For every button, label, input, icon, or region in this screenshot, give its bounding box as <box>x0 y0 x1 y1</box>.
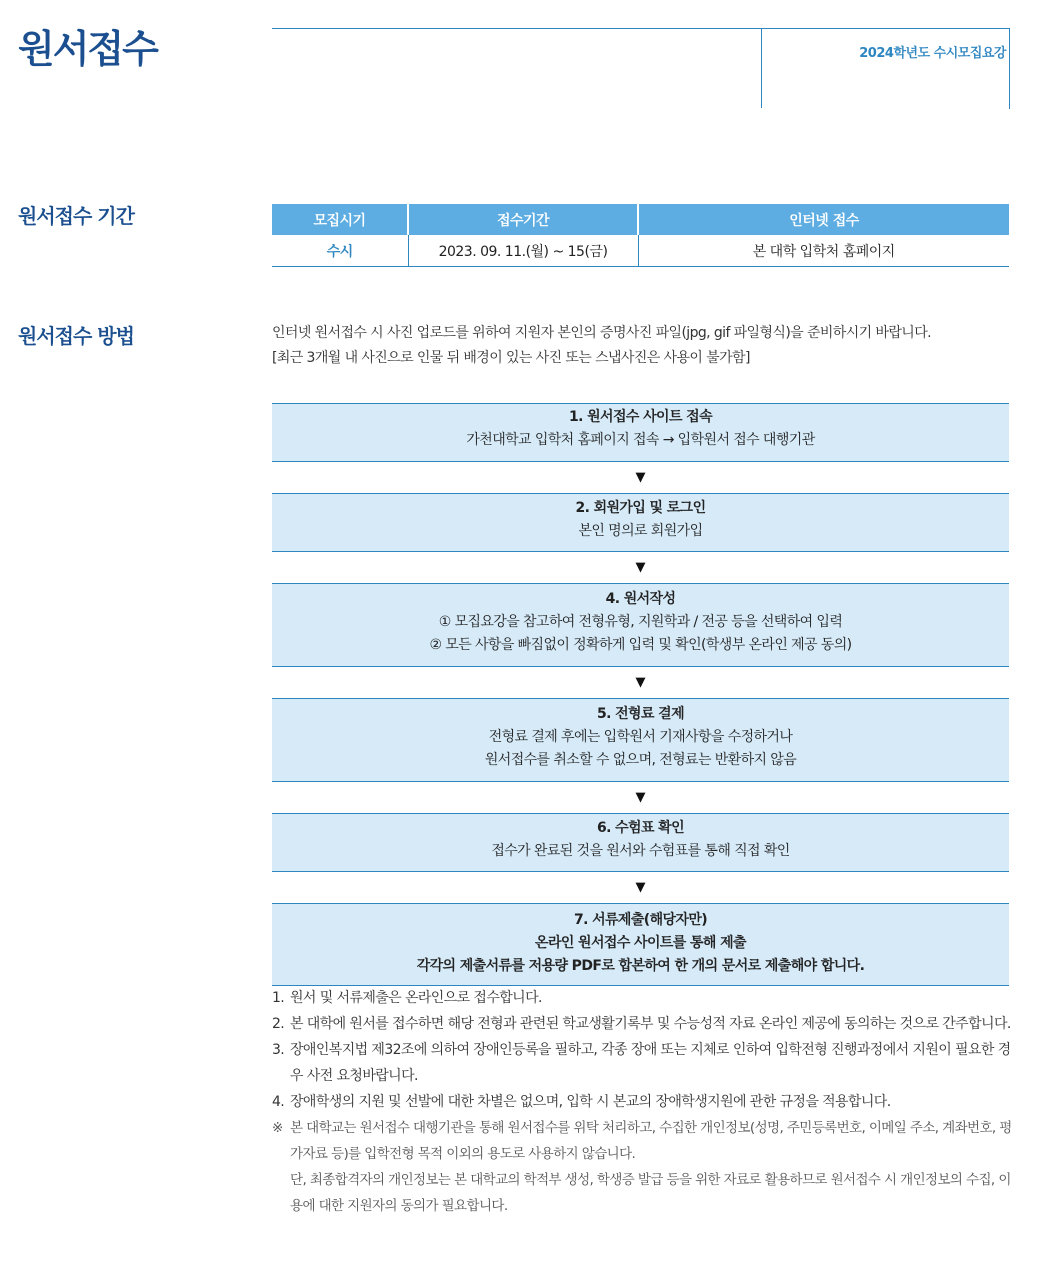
process-step <box>272 698 1009 782</box>
step-line: 온라인 원서접수 사이트를 통해 제출 <box>535 935 746 951</box>
note-text: 장애인복지법 제32조에 의하여 장애인등록을 필하고, 각종 장애 또는 지체로 인하여 입학전형 진행과정에서 지원이 필요한 경우 사전 요청바랍니다. <box>290 1042 1011 1084</box>
note-number: 2. <box>272 1016 285 1032</box>
remark-text: 본 대학교는 원서접수 대행기관을 통해 원서접수를 위탁 처리하고, 수집한 개인정보(성명, 주민등록번호, 이메일 주소, 계좌번호, 평가자료 등)를 입학전형 목적 이외의 용도로 사용하지 않습니다. <box>290 1120 1012 1162</box>
cell-internet-application: 본 대학 입학처 홈페이지 <box>638 235 1009 267</box>
step-title: 4. 원서작성 <box>605 591 676 607</box>
process-step <box>272 903 1009 986</box>
period-table <box>272 204 1009 267</box>
down-arrow-icon: ▼ <box>635 675 646 690</box>
list-item <box>272 1037 1012 1089</box>
col-application-period: 접수기간 <box>408 204 638 235</box>
notes-list <box>272 985 1012 1219</box>
cell-recruit-period: 수시 <box>272 235 408 267</box>
down-arrow-icon: ▼ <box>635 790 646 805</box>
col-recruit-period: 모집시기 <box>272 204 408 235</box>
down-arrow-icon: ▼ <box>635 880 646 895</box>
process-step <box>272 813 1009 872</box>
period-section-heading: 원서접수 기간 <box>18 204 134 228</box>
remark <box>272 1115 1012 1219</box>
step-title: 5. 전형료 결제 <box>596 706 685 722</box>
note-text: 장애학생의 지원 및 선발에 대한 차별은 없으며, 입학 시 본교의 장애학생지원에 관한 규정을 적용합니다. <box>290 1094 891 1110</box>
period-table-header <box>272 204 1009 235</box>
step-line: 원서접수를 취소할 수 없으며, 전형료는 반환하지 않음 <box>484 752 797 768</box>
process-step <box>272 403 1009 462</box>
note-number: 3. <box>272 1042 285 1058</box>
page-title: 원서접수 <box>18 27 157 71</box>
step-title: 1. 원서접수 사이트 접속 <box>569 409 712 425</box>
method-intro <box>272 321 1012 371</box>
cell-application-period: 2023. 09. 11.(월) ~ 15(금) <box>408 235 638 267</box>
process-step <box>272 493 1009 552</box>
step-line: ② 모든 사항을 빠짐없이 정확하게 입력 및 확인(학생부 온라인 제공 동의) <box>429 637 852 653</box>
intro-line: [최근 3개월 내 사진으로 인물 뒤 배경이 있는 사진 또는 스냅사진은 사용이 불가함] <box>272 350 750 366</box>
step-line: 본인 명의로 회원가입 <box>578 523 703 539</box>
col-internet-application: 인터넷 접수 <box>638 204 1009 235</box>
intro-line: 인터넷 원서접수 시 사진 업로드를 위하여 지원자 본인의 증명사진 파일(jpg, gif 파일형식)을 준비하시기 바랍니다. <box>272 325 931 341</box>
note-text: 본 대학에 원서를 접수하면 해당 전형과 관련된 학교생활기록부 및 수능성적 자료 온라인 제공에 동의하는 것으로 간주합니다. <box>290 1016 1011 1032</box>
process-step <box>272 583 1009 667</box>
step-line: 전형료 결제 후에는 입학원서 기재사항을 수정하거나 <box>488 729 793 745</box>
step-title: 6. 수험표 확인 <box>596 820 685 836</box>
step-line: 접수가 완료된 것을 원서와 수험표를 통해 직접 확인 <box>491 843 790 859</box>
method-section-heading: 원서접수 방법 <box>18 324 134 348</box>
note-number: 1. <box>272 990 285 1006</box>
remark-mark-icon: ※ <box>272 1120 283 1136</box>
list-item <box>272 1011 1012 1037</box>
note-number: 4. <box>272 1094 285 1110</box>
step-title: 7. 서류제출(해당자만) <box>573 912 708 928</box>
header-frame <box>272 28 1010 109</box>
process-flow <box>272 403 1009 986</box>
header-subtitle: 2024학년도 수시모집요강 <box>859 46 1006 61</box>
step-line: ① 모집요강을 참고하여 전형유형, 지원학과 / 전공 등을 선택하여 입력 <box>438 614 843 630</box>
header-divider <box>761 28 762 108</box>
step-title: 2. 회원가입 및 로그인 <box>575 500 706 516</box>
list-item <box>272 985 1012 1011</box>
step-line: 가천대학교 입학처 홈페이지 접속 → 입학원서 접수 대행기관 <box>466 432 815 448</box>
remark-text: 단, 최종합격자의 개인정보는 본 대학교의 학적부 생성, 학생증 발급 등을 위한 자료로 활용하므로 원서접수 시 개인정보의 수집, 이용에 대한 지원자의 동의가 필요합니다. <box>290 1172 1011 1214</box>
down-arrow-icon: ▼ <box>635 470 646 485</box>
step-line: 각각의 제출서류를 저용량 PDF로 합본하여 한 개의 문서로 제출해야 합니다. <box>416 958 865 974</box>
table-row <box>272 235 1009 267</box>
list-item <box>272 1089 1012 1115</box>
down-arrow-icon: ▼ <box>635 560 646 575</box>
note-text: 원서 및 서류제출은 온라인으로 접수합니다. <box>290 990 542 1006</box>
